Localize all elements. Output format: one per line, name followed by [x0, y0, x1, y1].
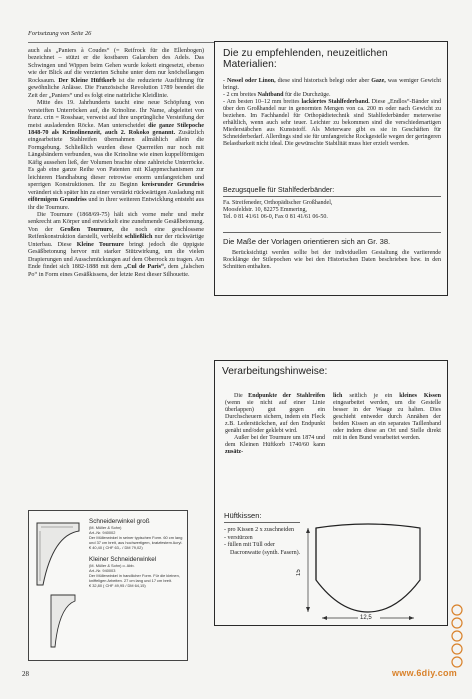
materials-item: - Am besten 10–12 mm breites lackiertes Stahlfederband. Diese „Endlos“-Bänder sind über den Großhandel nur in genormten Mengen von ca. 200 m oder nach Gewicht zu beziehen. Im Fachhandel für Orthopädietechnik sind Stahlfederbänder meterweise erhältlich, wenn auch sehr teuer. Leichter zu bekommen sind die verschiedenartigen Miederstäbchen aus Kunststoff. Als Meterware gibt es sie in Geschäften für Schneiderbedarf. Allerdings sind sie für umfangreiche Rockgestelle wegen der geringeren Belastbarkeit nicht ideal. Die gewünschte Stabilität muss hier erzielt werden.: [223, 99, 442, 148]
product-price: € 32,80 ( CHF 49,95 / DM 64,15): [89, 583, 146, 588]
processing-paragraph: lich seitlich je ein kleines Kissen eingearbeitet werden, um die Gestelle besser in der Waage zu halten. Dies geschieht entweder durch Annähen der beiden Kissen an ein separates Taillenband oder indem diese an Ort und Stelle direkt mit in den Bund verarbeitet werden.: [333, 393, 442, 442]
tailor-square-small-icon: [47, 591, 81, 651]
dimensions-title: Die Maße der Vorlagen orientieren sich an Gr. 38.: [223, 237, 391, 246]
paragraph-3: Die Tournure (1868/69-75) hält sich vorne mehr und mehr senkrecht am Körper und entwickelt eine zunehmende Gesäßbetonung. Von der Großen Tournure, die noch eine geschlossene Reifenkonstruktion darstellt, verbleibt schließlich nur der rückwärtige Unterbau. Diese Kleine Tournure bringt jedoch die üppigste Gesäßbetonung hervor mit starker Stützwirkung, um die vielen Drapierungen und Ausschmückungen auf dem Oberrock zu tragen. Am Ende findet sich 1882-1888 mit dem „Cul de Paris“, dem „falschen Po“ in Form eines Gesäßkissens, der letzte Rest dieser Silhouette.: [28, 211, 205, 278]
paragraph-1: auch als „Paniers à Coudes“ (= Reifrock für die Ellenbogen) bezeichnet – stützt er die kostbaren Galaroben des Adels. Das Schwingen und Wippen beim Gehen wurde kokett eingesetzt, ebenso wie der Blick auf die verzierten Schuhe unter dem nur knöchellangen Rocksaum. Der Kleine Hüftkorb ist die reduzierte Ausführung für gewöhnliche Anlässe. Die Französische Revolution 1789 beendet die Zeit der „Paniers“ und es folgt eine natürliche Kleidlinie.: [28, 48, 204, 99]
dimensions-text: Berücksichtigt werden sollte bei der individuellen Gestaltung die variierende Rocklänge der Stilepochen wie bei den Historischen Daten beschrieben bzw. in den Schnitten enthalten.: [223, 250, 441, 271]
continued-note: Fortsetzung von Seite 26: [28, 30, 92, 37]
processing-column-b: [333, 393, 441, 442]
hip-pillow-list: [224, 527, 304, 557]
list-item: - pro Kissen 2 x zuschneiden: [224, 527, 295, 533]
materials-item: - Nessel oder Linon, diese sind historisch belegt oder aber Gaze, was weniger Gewicht bringt.: [223, 78, 442, 92]
hip-pillow-title: Hüftkissen:: [224, 511, 262, 520]
ad-text: Schneiderwinkel groß (M. Müller & Sohn) Art.-Nr. 940002 Der Müllerwinkel in seiner typischen Form. 60 cm lang und 37 cm breit, aus hochwertigem, kratzfestem Acryl. € 40,40 ( CHF 63,- / DM 79,02) Kleiner Schneiderwinkel (M. Müller & Sohn) o. Abb. Art.-Nr. 940003 Der Müllerwinkel in handlicher Form. Für die kleinen, kniffeligen Arbeiten. 27 cm lang und 17 cm breit. € 32,80 ( CHF 49,95 / DM 64,15): [89, 518, 185, 588]
source-title: Bezugsquelle für Stahlfederbänder:: [223, 186, 335, 194]
materials-box: [214, 41, 448, 296]
product-name: Schneiderwinkel groß: [89, 518, 150, 525]
paragraph-2: Mitte des 19. Jahrhunderts taucht eine neue Schöpfung von versteiften Unterröcken auf, die Krinoline. Ihr Name, abgeleitet von franz. crin = Rosshaar, verweist auf ihre ursprüngliche Versteifung der meist ausladenden Röcke. Man unterscheidet die ganze Stilepoche 1848-70 als Krinolinenzeit, auch 2. Rokoko genannt. Zusätzlich eingearbeitete Stahlreifen übernahmen allmählich allein die Formgebung. Schließlich wurden diese Querreifen nur noch mit Längsbändern verbunden, was die Krinoline wie einen kuppelförmigen Käfig aussehen ließ, der Volumen brachte ohne zahlreiche Unterröcke. Es gab eine ganze Reihe von Patenten mit Klappmechanismen zur leichteren Handhabung dieser retrowise enorm umfangreichen und sperrigen Konstruktionen. Ihr zu Beginn kreisrunder Grundriss verändert sich später hin zu einer verstärkt rückwärtigen Ausladung mit eiförmigem Grundriss und in ihrer weiteren Entwicklung entsteht aus ihr die Tournure.: [28, 100, 204, 211]
materials-list: [223, 78, 441, 148]
watermark: www.6diy.com: [392, 668, 458, 678]
processing-title: Verarbeitungshinweise:: [222, 366, 328, 377]
materials-item: - 2 cm breites Nahtband für die Durchzüge.: [223, 92, 331, 99]
left-column-text: [28, 48, 204, 279]
tailor-square-large-icon: [33, 519, 83, 589]
list-item: - füllen mit Tüll oder Dacronwatte (synth. Fasern).: [224, 542, 301, 556]
divider: [223, 196, 441, 197]
divider: [224, 522, 300, 523]
materials-title: Die zu empfehlenden, neuzeitlichen Materialien:: [223, 48, 388, 71]
decorative-circles-icon: [448, 604, 466, 670]
processing-column-a: [225, 393, 325, 456]
page-number: 28: [22, 670, 29, 678]
product-name: Kleiner Schneiderwinkel: [89, 556, 157, 563]
product-price: € 40,40 ( CHF 63,- / DM 79,02): [89, 545, 143, 550]
ad-box: [28, 510, 188, 661]
divider: [223, 232, 441, 233]
processing-paragraph: Außer bei der Tournure um 1874 und dem Kleinen Hüftkorb 1740/60 kann zusätz-: [225, 435, 325, 456]
height-label: 15: [296, 569, 302, 576]
source-address: Fa. Streifeneder, Orthopädischer Großhandel, Moosfeldstr. 10, 82275 Emmering, Tel. 0 81 41/61 06-0, Fax 0 81 41/61 06-50.: [223, 200, 333, 221]
pillow-pattern-diagram: [296, 520, 440, 620]
width-label: 12,5: [360, 615, 372, 620]
processing-paragraph: Die Endpunkte der Stahlreifen (wenn sie nicht auf einer Linie überlappen) gut gegen ein Durchscheuern sichern, indem ein Fleck z.B. Lederstückchen, auf den Endpunkt genäht und/oder geklebt wird.: [225, 393, 326, 435]
list-item: - verstürzen: [224, 534, 253, 541]
